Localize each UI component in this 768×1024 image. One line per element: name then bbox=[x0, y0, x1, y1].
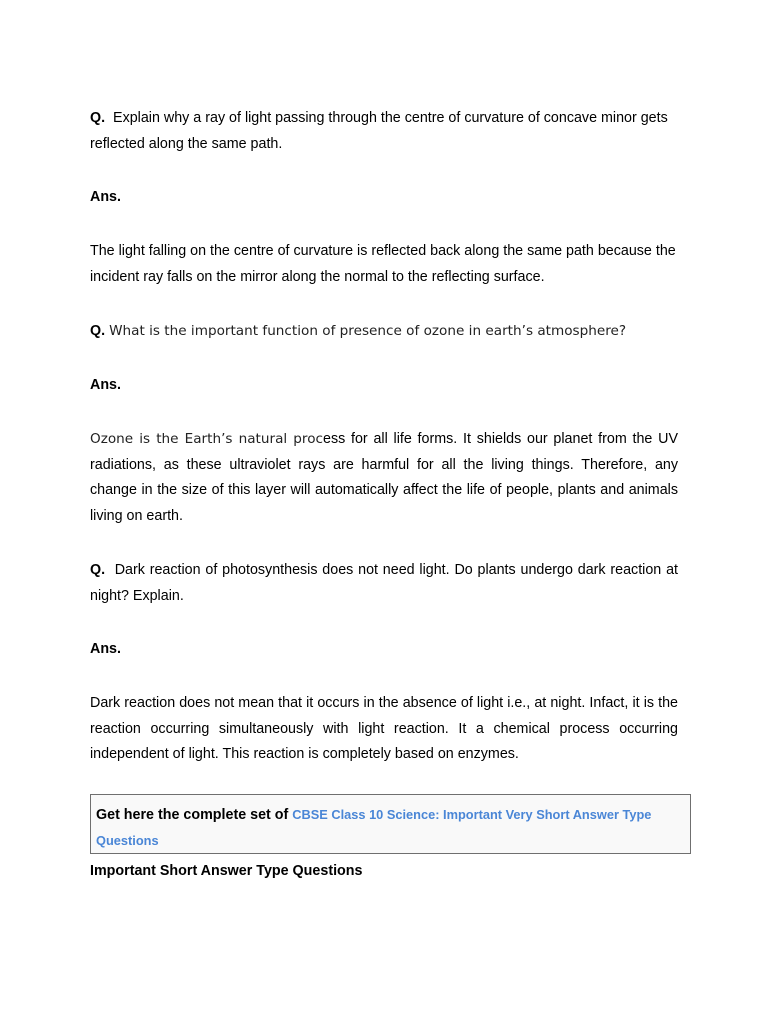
question-text: What is the important function of presence of ozone in earth’s atmosphere? bbox=[109, 323, 627, 339]
answer-text-rest: ess for all life forms. It shields our planet from the UV radiations, as these ultraviolet rays are harmful for all the living things. Therefore, any change in the size of this layer will automatically affect the life of people, plants and animals living on earth. bbox=[90, 431, 678, 524]
question-label: Q. bbox=[90, 110, 106, 126]
question-2 bbox=[90, 319, 678, 345]
answer-1-label: Ans. bbox=[90, 189, 121, 205]
question-label: Q. bbox=[90, 323, 106, 339]
answer-2-text bbox=[90, 427, 678, 529]
answer-3-text: Dark reaction does not mean that it occurs in the absence of light i.e., at night. Infact, it is the reaction occurring simultaneously with light reaction. It a chemical process occurring independent of light. This reaction is completely based on enzymes. bbox=[90, 695, 678, 762]
promo-box bbox=[90, 794, 691, 854]
footer-heading: Important Short Answer Type Questions bbox=[90, 863, 363, 879]
promo-link[interactable]: CBSE Class 10 Science: Important Very Short Answer Type Questions bbox=[96, 807, 652, 848]
question-text: Dark reaction of photosynthesis does not need light. Do plants undergo dark reaction at night? Explain. bbox=[90, 562, 678, 604]
answer-text-start: Ozone is the Earth’s natural proc bbox=[90, 431, 323, 447]
question-3 bbox=[90, 558, 678, 609]
question-label: Q. bbox=[90, 562, 106, 578]
answer-3-label: Ans. bbox=[90, 641, 121, 657]
promo-lead: Get here the complete set of bbox=[96, 807, 289, 823]
promo-text bbox=[96, 802, 691, 854]
answer-2-label: Ans. bbox=[90, 377, 121, 393]
question-1 bbox=[90, 106, 678, 157]
question-text: Explain why a ray of light passing through the centre of curvature of concave minor gets reflected along the same path. bbox=[90, 110, 668, 152]
answer-1-text: The light falling on the centre of curvature is reflected back along the same path because the incident ray falls on the mirror along the normal to the reflecting surface. bbox=[90, 243, 676, 285]
